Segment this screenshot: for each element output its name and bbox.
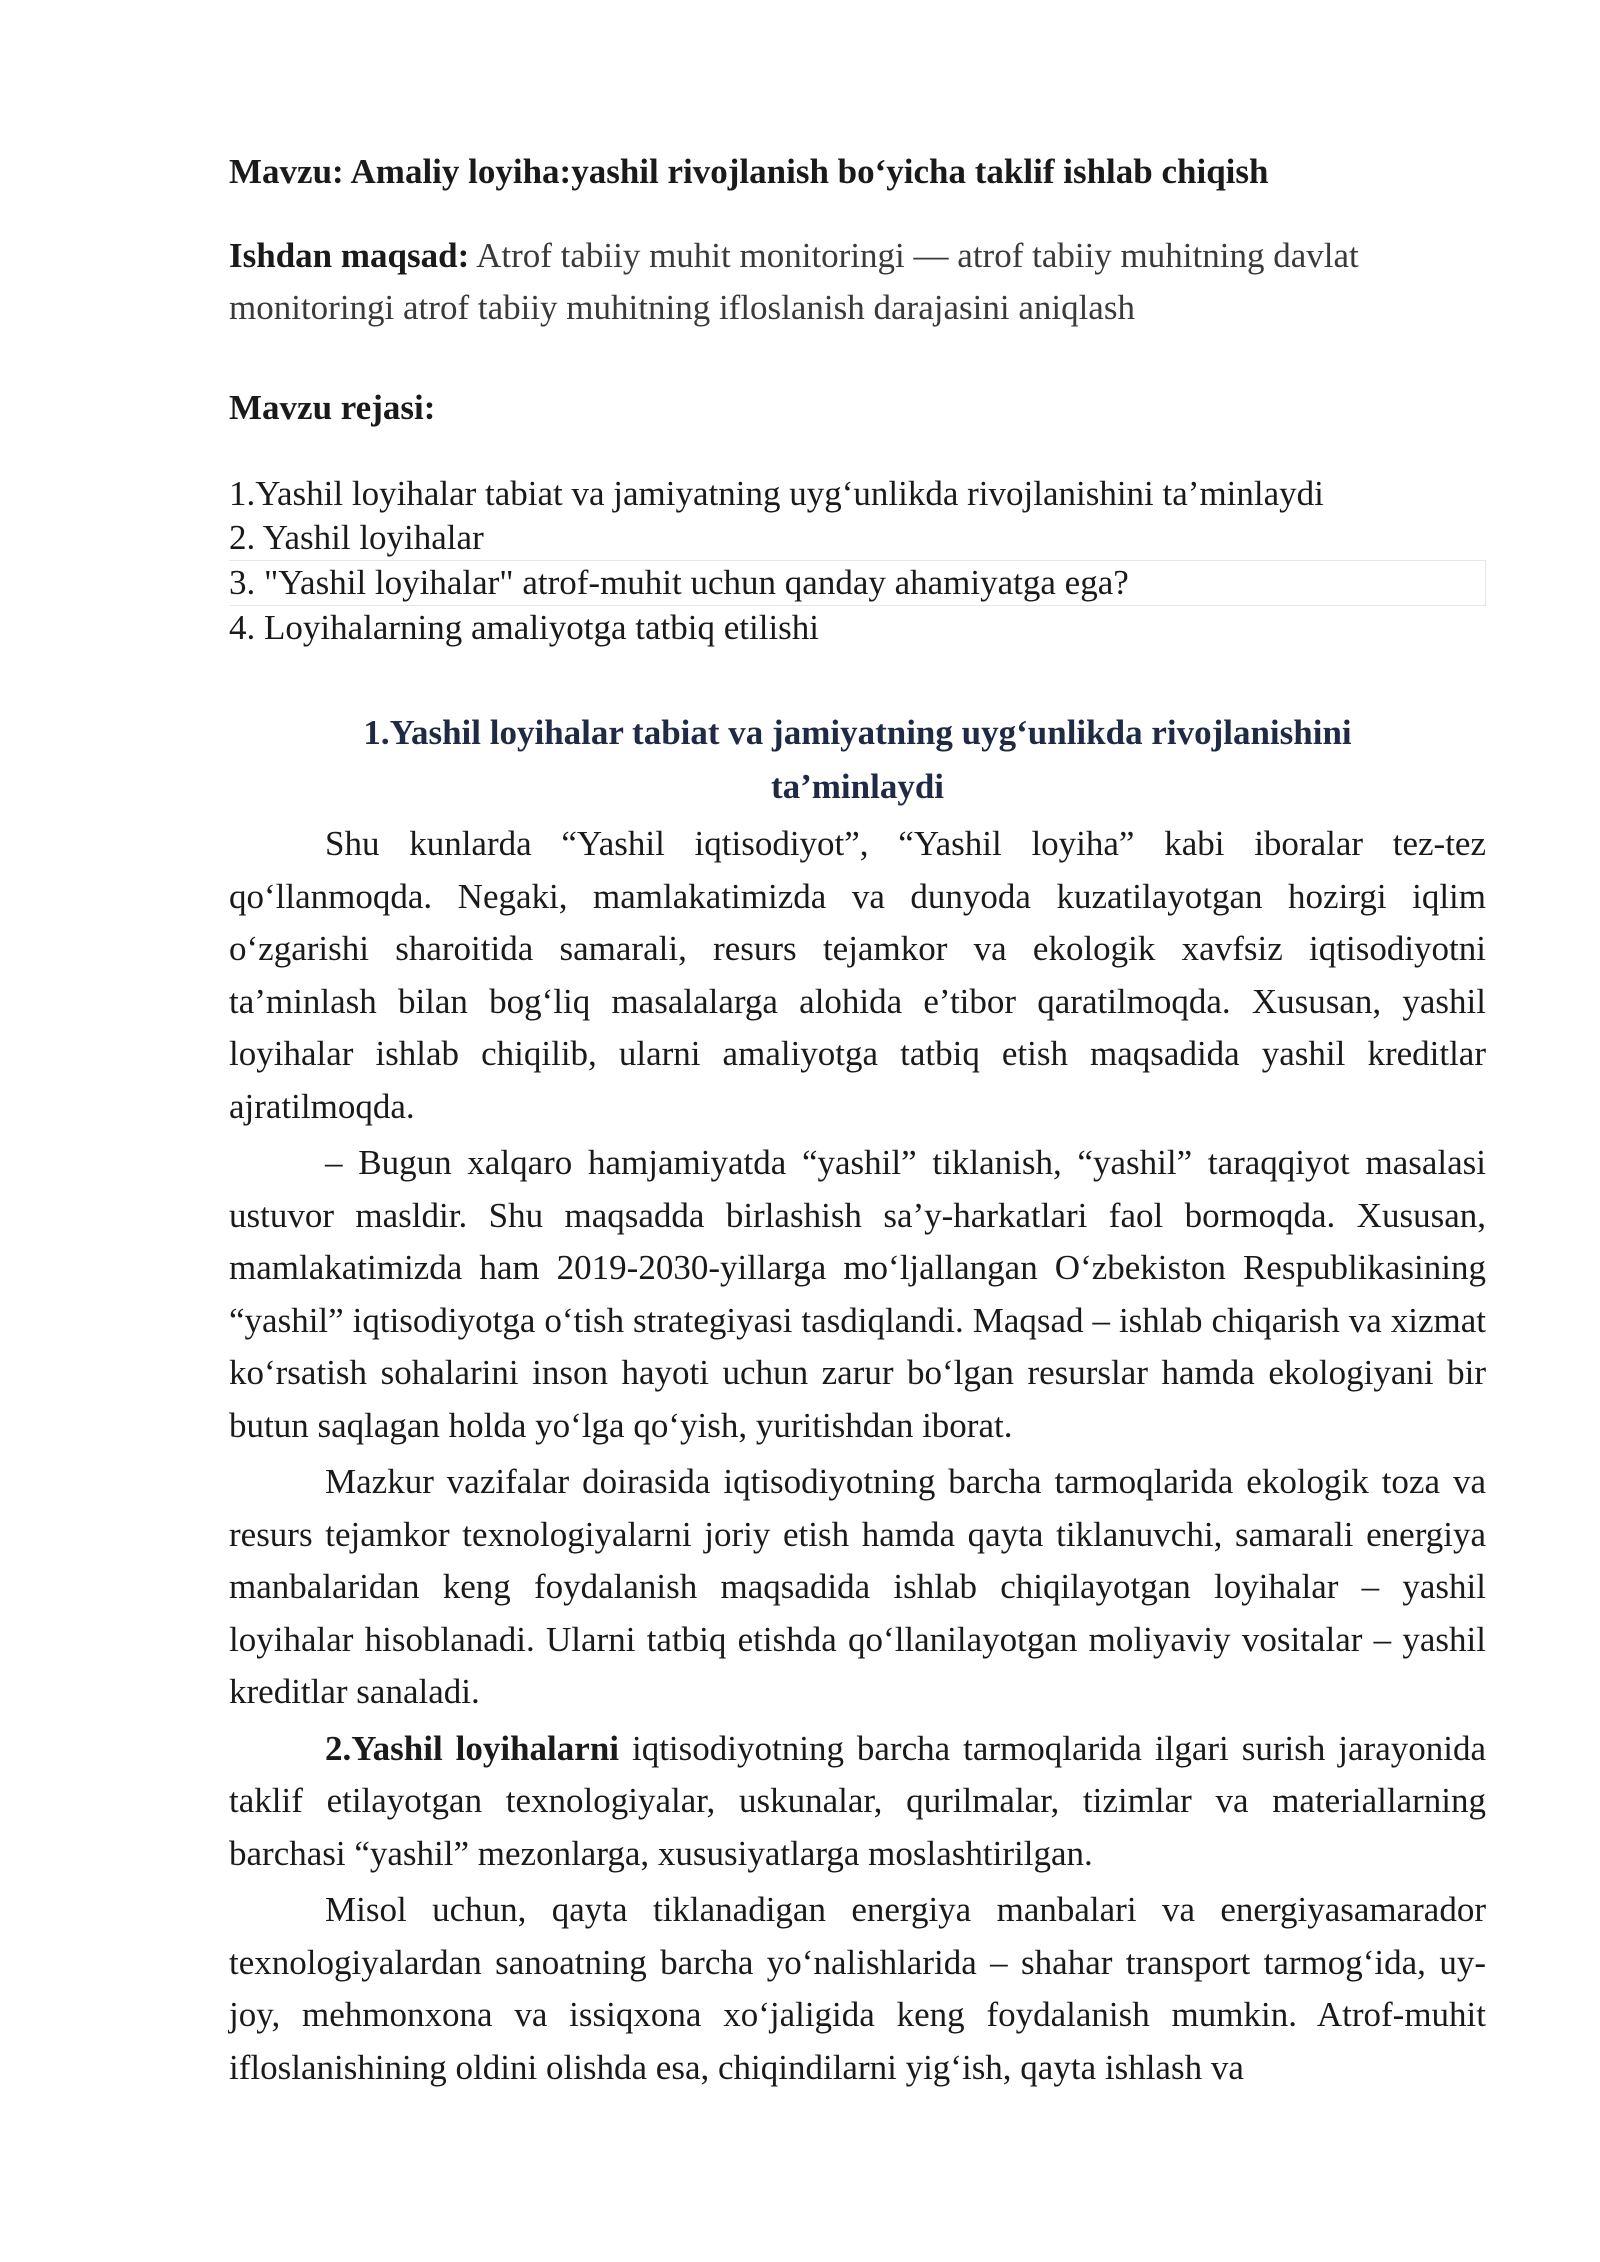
section2-text: iqtisodiyotning barcha tarmoqlarida ilgari surish jarayonida taklif etilayotgan texnologiyalar, uskunalar, qurilmalar, tizimlar va materiallarning barchasi “yashil” mezonlarga, xususiyatlarga moslashtirilgan. [229,1728,1487,1873]
goal-paragraph [229,230,1486,334]
section2-lead: 2.Yashil loyihalarni [325,1728,620,1768]
plan-item: 2. Yashil loyihalar [229,518,484,557]
section-heading-line: 1.Yashil loyihalar tabiat va jamiyatning uyg‘unlikda rivojlanishini [363,713,1352,752]
plan-item: 1.Yashil loyihalar tabiat va jamiyatning uyg‘unlikda rivojlanishini ta’minlaydi [229,474,1324,513]
goal-text: Atrof tabiiy muhit monitoringi — atrof tabiiy muhitning davlat monitoringi atrof tabiiy muhitning ifloslanish darajasini aniqlash [229,236,1359,327]
plan-item: 4. Loyihalarning amaliyotga tatbiq etilishi [229,608,820,647]
body-paragraph: Shu kunlarda “Yashil iqtisodiyot”, “Yashil loyiha” kabi iboralar tez-tez qo‘llanmoqda. Negaki, mamlakatimizda va dunyoda kuzatilayotgan hozirgi iqlim o‘zgarishi sharoitida samarali, resurs tejamkor va ekologik xavfsiz iqtisodiyotni ta’minlash bilan bog‘liq masalalarga alohida e’tibor qaratilmoqda. Xususan, yashil loyihalar ishlab chiqilib, ularni amaliyotga tatbiq etish maqsadida yashil kreditlar ajratilmoqda. [229,824,1486,1126]
goal-label: Ishdan maqsad: [229,236,470,275]
body-paragraph: Mazkur vazifalar doirasida iqtisodiyotning barcha tarmoqlarida ekologik toza va resurs tejamkor texnologiyalarni joriy etish hamda qayta tiklanuvchi, samarali energiya manbalaridan keng foydalanish maqsadida ishlab chiqilayotgan loyihalar – yashil loyihalar hisoblanadi. Ularni tatbiq etishda qo‘llanilayotgan moliyaviy vositalar – yashil kreditlar sanaladi. [229,1462,1486,1711]
plan-list [229,472,1486,650]
body-paragraph: Misol uchun, qayta tiklanadigan energiya manbalari va energiyasamarador texnologiyalardan sanoatning barcha yo‘nalishlarida – shahar transport tarmog‘ida, uy-joy, mehmonxona va issiqxona xo‘jaligida keng foydalanish mumkin. Atrof-muhit ifloslanishining oldini olishda esa, chiqindilarni yig‘ish, qayta ishlash va [229,1890,1486,2087]
section-heading [229,706,1486,814]
section-heading-line: ta’minlaydi [770,767,945,806]
document-body [229,146,1486,2094]
plan-title: Mavzu rejasi: [229,388,436,427]
topic-title: Mavzu: Amaliy loyiha:yashil rivojlanish bo‘yicha taklif ishlab chiqish [229,152,1269,191]
plan-item: 3. "Yashil loyihalar" atrof-muhit uchun qanday ahamiyatga ega? [229,560,1486,606]
section2-paragraph [229,1723,1486,1881]
body-paragraph: – Bugun xalqaro hamjamiyatda “yashil” tiklanish, “yashil” taraqqiyot masalasi ustuvor masldir. Shu maqsadda birlashish sa’y-harkatlari faol bormoqda. Xususan, mamlakatimizda ham 2019-2030-yillarga mo‘ljallangan O‘zbekiston Respublikasining “yashil” iqtisodiyotga o‘tish strategiyasi tasdiqlandi. Maqsad – ishlab chiqarish va xizmat ko‘rsatish sohalarini inson hayoti uchun zarur bo‘lgan resurslar hamda ekologiyani bir butun saqlagan holda yo‘lga qo‘yish, yuritishdan iborat. [229,1143,1486,1445]
